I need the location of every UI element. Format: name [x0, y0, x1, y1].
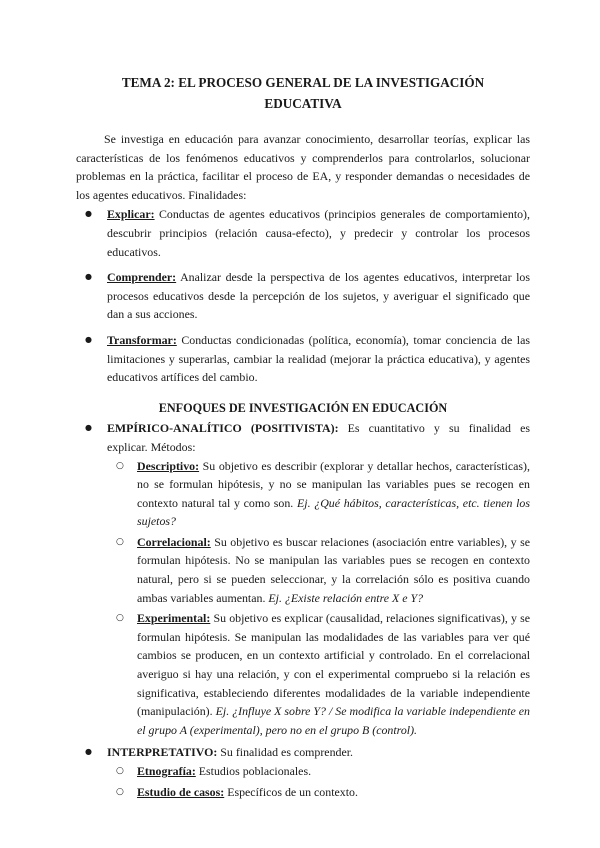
list-item: [107, 783, 530, 802]
finalidad-term: Transformar:: [107, 332, 177, 347]
list-item: [76, 419, 530, 739]
method-text: Específicos de un contexto.: [224, 784, 358, 799]
list-item: [76, 331, 530, 387]
method-example: Ej. ¿Existe relación entre X e Y?: [268, 590, 424, 605]
method-term: Estudio de casos:: [137, 784, 225, 799]
enfoque-term: EMPÍRICO-ANALÍTICO (POSITIVISTA):: [107, 421, 339, 436]
method-example: Ej. ¿Influye X sobre Y? / Se modifica la variable independiente en el grupo A (experimental), pero no en el grupo B (control).: [137, 704, 530, 737]
method-term: Descriptivo:: [137, 458, 200, 473]
list-item: [107, 457, 530, 531]
list-item: [76, 205, 530, 261]
method-text: Su objetivo es explicar (causalidad, relaciones significativas), y se formulan hipótesis. Se manipulan las modalidades de las variables para ver qué cambios se producen, en un contexto artificial y controlado. En el correlacional averiguo si hay una relación, y con el experimental compruebo si la relación es significativa, estableciendo diferentes modalidades de la variable independiente (manipulación).: [137, 611, 530, 719]
enfoque-text: Su finalidad es comprender.: [217, 745, 354, 760]
methods-list: [107, 762, 530, 801]
finalidad-text: Conductas de agentes educativos (principios generales de comportamiento), descubrir principios (relación causa-efecto), y predecir y controlar los procesos educativos.: [107, 207, 530, 259]
method-text: Estudios poblacionales.: [195, 764, 312, 778]
methods-list: [107, 457, 530, 740]
method-term: Correlacional:: [137, 534, 211, 549]
list-item: [76, 268, 530, 324]
finalidad-text: Analizar desde la perspectiva de los agentes educativos, interpretar los procesos educativos desde la percepción de los sujetos, y averiguar el significado que dan a sus acciones.: [107, 270, 530, 322]
method-example: Ej. ¿Qué hábitos, características, etc. tienen los sujetos?: [137, 495, 530, 529]
intro-paragraph: Se investiga en educación para avanzar conocimiento, desarrollar teorías, explicar las características de los fenómenos educativos y comprenderlos para controlarlos, solucionar problemas en la práctica, facilitar el proceso de EA, y responder demandas o necesidades de los agentes educativos. Finalidades:: [76, 132, 530, 202]
enfoques-list: [76, 419, 530, 801]
page-title: TEMA 2: EL PROCESO GENERAL DE LA INVESTIGACIÓN EDUCATIVA: [121, 75, 485, 111]
method-term: Experimental:: [137, 611, 211, 626]
list-item: [107, 533, 530, 607]
finalidades-list: [76, 205, 530, 386]
enfoque-text: Es cuantitativo y su finalidad es explicar. Métodos:: [107, 421, 530, 454]
finalidad-term: Explicar:: [107, 207, 155, 222]
list-item: [107, 762, 530, 781]
enfoque-term: INTERPRETATIVO:: [107, 745, 218, 760]
finalidad-text: Conductas condicionadas (política, economía), tomar conciencia de las limitaciones y superarlas, cambiar la realidad (mejorar la práctica educativa), y agentes educativos artífices del cambio.: [107, 332, 530, 385]
method-text: Su objetivo es describir (explorar y detallar hechos, características), no se formulan hipótesis, y no se manipulan las variables pues se recogen en contexto natural tal y como son.: [137, 458, 530, 510]
method-term: Etnografía:: [137, 764, 196, 778]
list-item: [76, 743, 530, 801]
section-heading: ENFOQUES DE INVESTIGACIÓN EN EDUCACIÓN: [158, 400, 448, 415]
list-item: [107, 609, 530, 739]
method-text: Su objetivo es buscar relaciones (asociación entre variables), y se formulan hipótesis. No se manipulan las variables pues se recogen en contexto natural, pero si se pueden seleccionar, y la correlación sólo es positiva cuando ambas variables aumentan.: [137, 534, 530, 605]
finalidad-term: Comprender:: [107, 270, 177, 285]
